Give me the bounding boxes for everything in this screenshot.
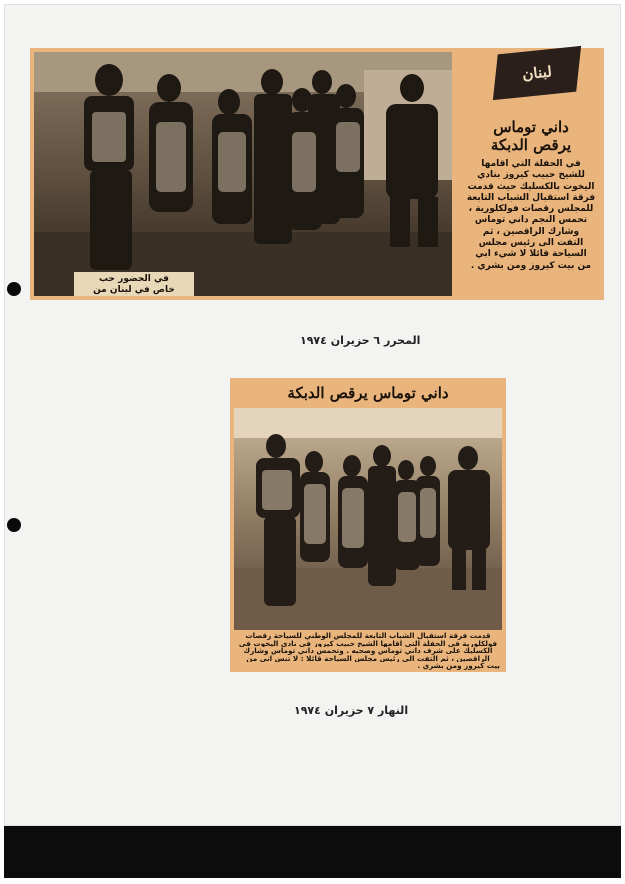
body-line: للشيخ حبيب كيروز بنادي bbox=[477, 170, 585, 181]
newspaper-logo bbox=[493, 46, 581, 100]
body-line: قدمت فرقة استقبال الشباب التابعة للمجلس الوطني للسياحة رقصات bbox=[245, 632, 491, 640]
body-line: للمجلس رقصات فولكلورية ، bbox=[468, 204, 594, 215]
photo-caption-line: خاص في لبنان من bbox=[93, 285, 175, 295]
source-caption-2: النهار ٧ حزيران ١٩٧٤ bbox=[294, 704, 409, 717]
body-line: فولكلورية في الحفلة التي اقامها الشيخ حبيب كيروز في نادي اليخوت في bbox=[238, 639, 498, 648]
clipping-1-photo bbox=[34, 52, 452, 296]
punch-hole bbox=[7, 282, 21, 296]
punch-hole bbox=[7, 518, 21, 532]
body-line: الراقصين ، ثم التفت الى رئيس مجلس السياحة قائلا : لا تنس اني من bbox=[246, 654, 490, 663]
clipping-2-photo bbox=[234, 408, 502, 630]
body-line: تحمس النجم داني توماس bbox=[474, 215, 588, 226]
newspaper-clipping-2 bbox=[230, 378, 506, 672]
photo-caption-box bbox=[74, 272, 194, 296]
headline: يرقص الدبكة bbox=[490, 136, 572, 154]
body-line: التفت الى رئيس مجلس bbox=[478, 238, 584, 249]
body-line: في الحفلة التي اقامها bbox=[481, 159, 581, 169]
source-caption-1: المحرر ٦ حزيران ١٩٧٤ bbox=[300, 334, 421, 347]
clipping-2-text bbox=[236, 632, 500, 670]
body-line: وشارك الراقصين ، ثم bbox=[482, 226, 580, 237]
body-line: بيت كيروز ومن بشري . bbox=[417, 662, 500, 670]
headline: داني توماس يرقص الدبكة bbox=[287, 384, 449, 402]
newspaper-clipping-1 bbox=[30, 48, 604, 300]
headline: داني توماس bbox=[493, 118, 569, 136]
body-line: الكسليك على شرف داني توماس وصحبه . وتحمس داني توماس وشارك bbox=[243, 647, 493, 655]
scan-border bbox=[4, 826, 621, 878]
body-line: من بيت كيروز ومن بشري . bbox=[470, 260, 592, 271]
clipping-1-text bbox=[460, 118, 602, 272]
body-line: اليخوت بالكسليك حيث قدمت bbox=[467, 181, 595, 192]
body-line: فرقة استقبال الشباب التابعة bbox=[466, 192, 596, 203]
photo-caption-line: في الحضور حب bbox=[99, 274, 169, 284]
logo-text: لبنان bbox=[521, 62, 553, 84]
body-line: السياحة قائلا لا شيء ابي bbox=[475, 249, 587, 260]
